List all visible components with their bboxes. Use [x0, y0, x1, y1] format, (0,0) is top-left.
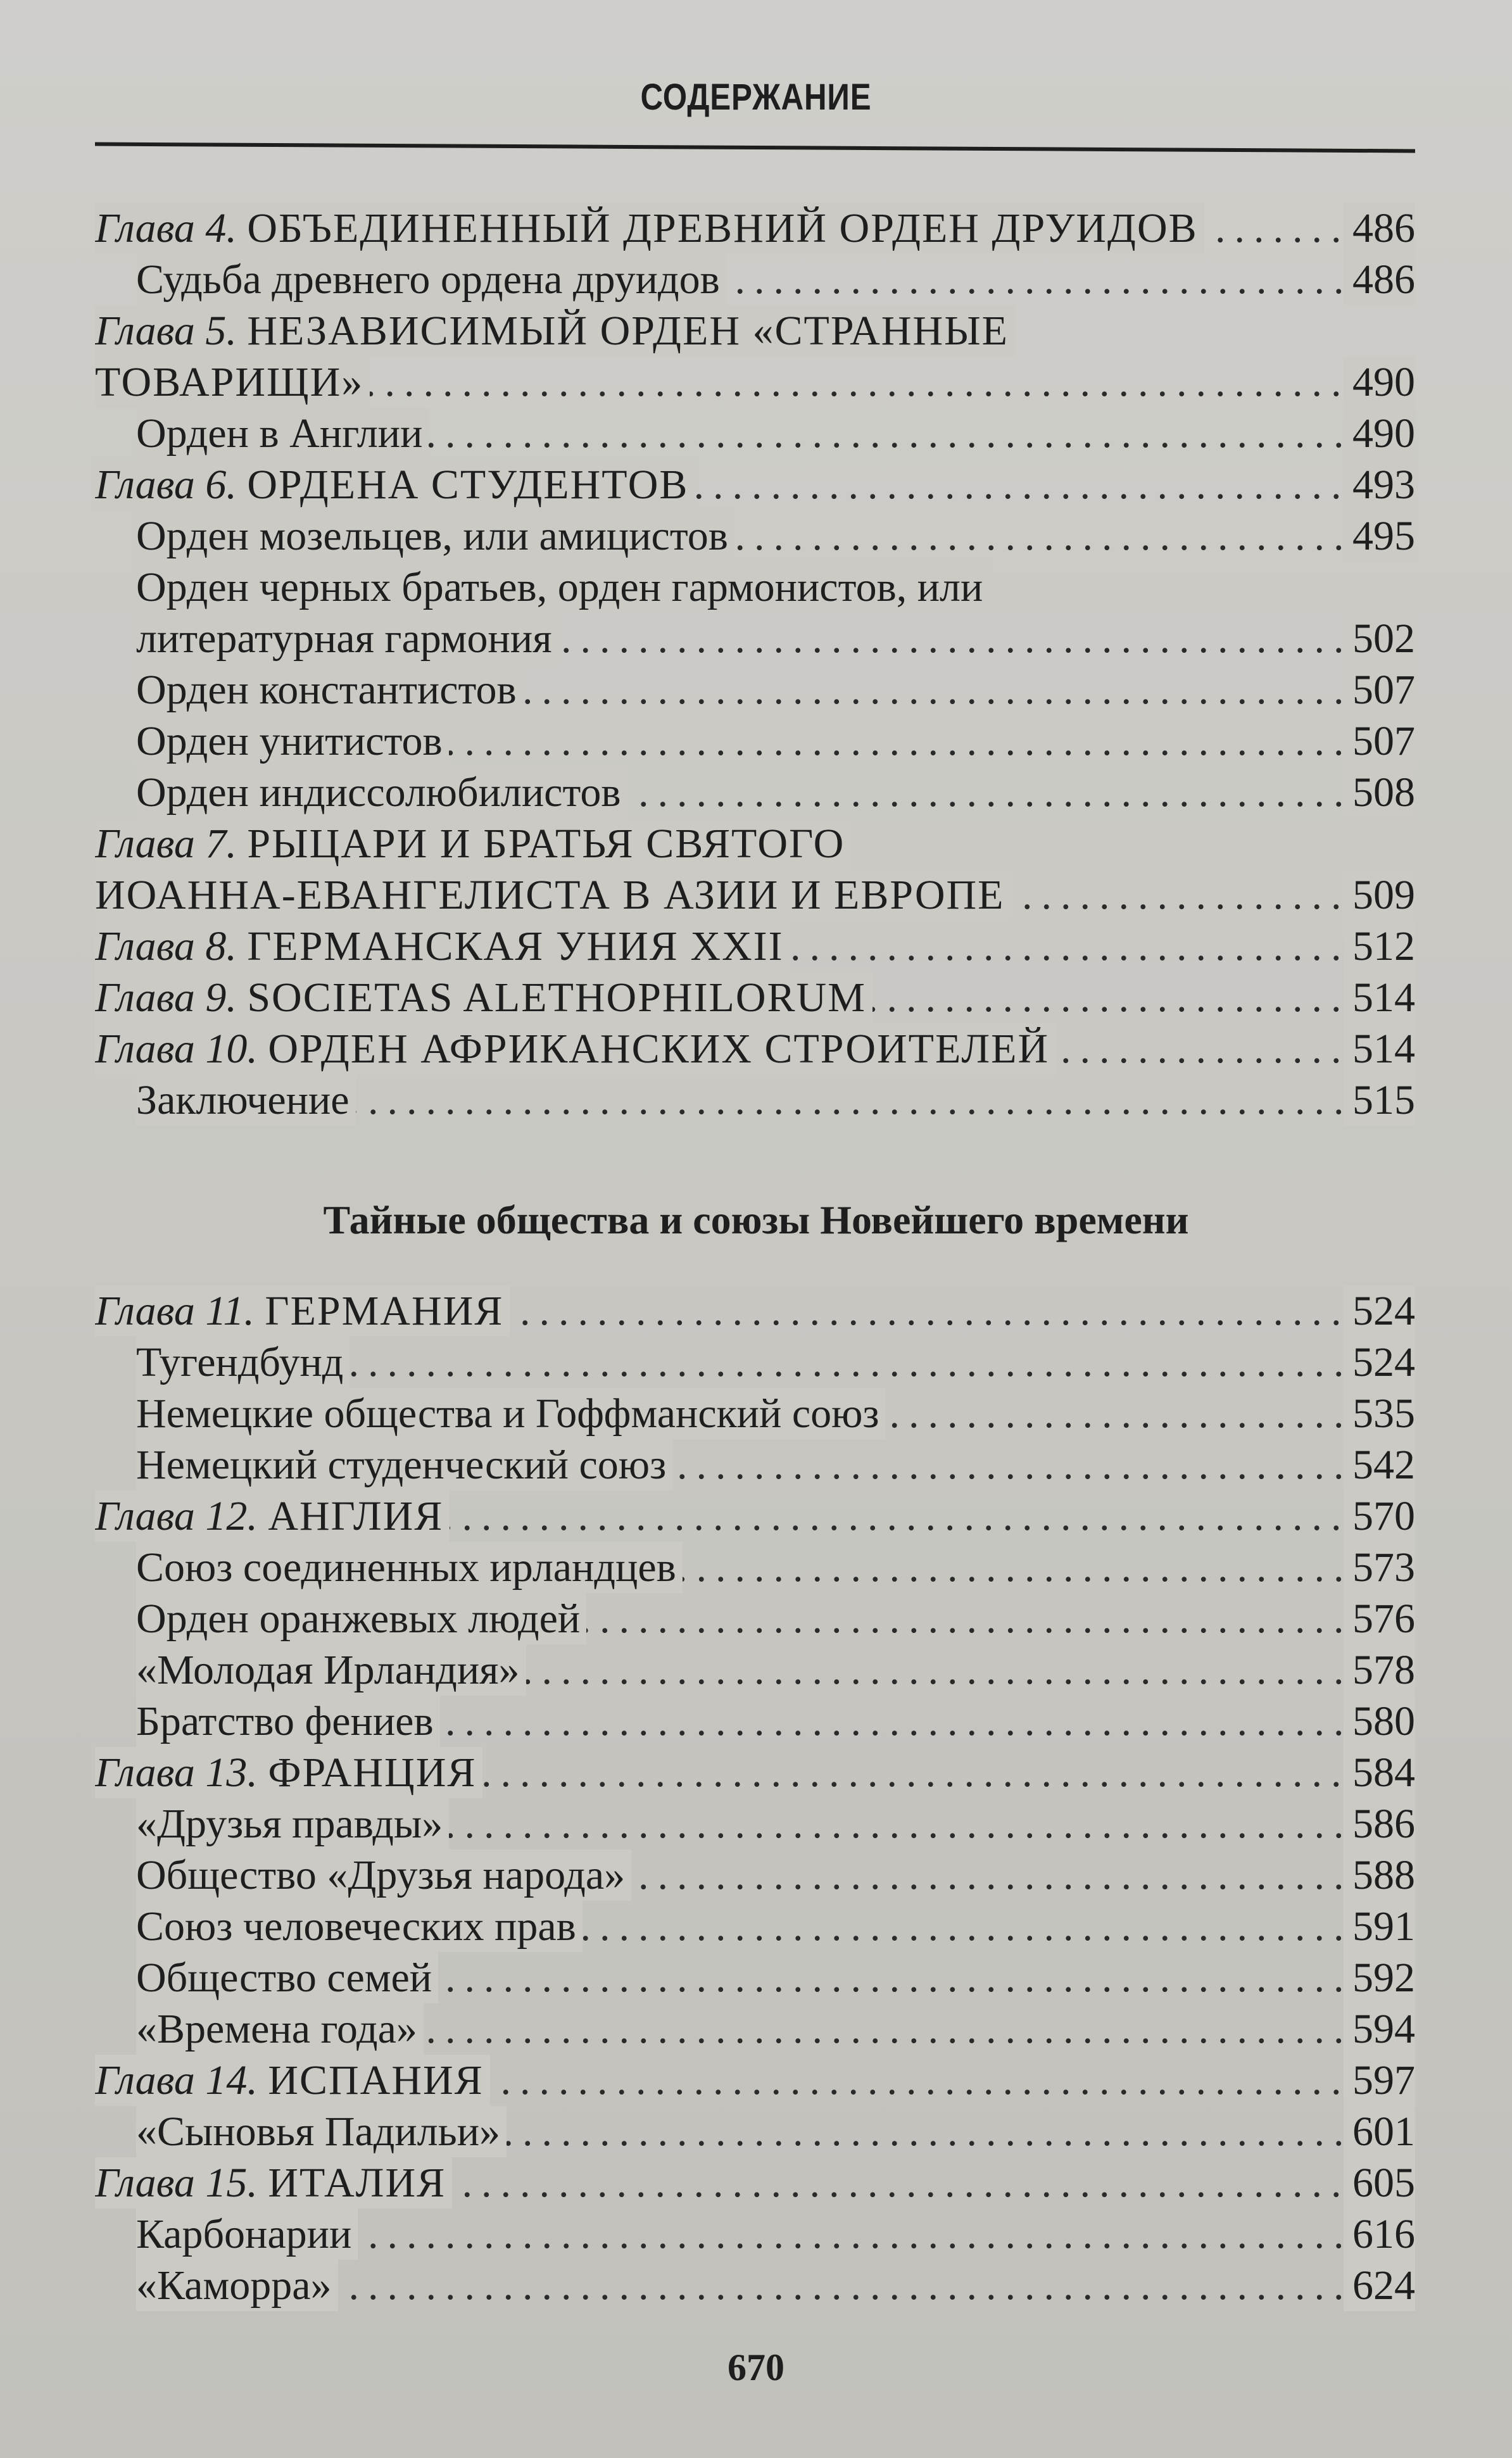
page-ref: 588 — [1344, 1850, 1415, 1901]
chapter-title: ОРДЕНА СТУДЕНТОВ — [247, 462, 689, 508]
page-ref: 507 — [1344, 715, 1415, 767]
toc-entry — [95, 1388, 1415, 1439]
toc-entry — [95, 1023, 1415, 1075]
page-ref: 592 — [1344, 1952, 1415, 2003]
section-entry-title: Немецкий студенческий союз — [136, 1439, 672, 1491]
chapter-heading — [95, 1023, 1055, 1075]
chapter-title: SOCIETAS ALETHOPHILORUM — [247, 974, 866, 1021]
chapter-title-continued: ИОАННА-ЕВАНГЕЛИСТА В АЗИИ И ЕВРОПЕ — [95, 869, 1011, 921]
toc-entry — [95, 1593, 1415, 1644]
toc-entry — [95, 203, 1415, 254]
chapter-heading — [95, 921, 790, 972]
page-ref: 601 — [1344, 2106, 1415, 2157]
header-rule — [95, 142, 1415, 153]
chapter-title: ИТАЛИЯ — [268, 2160, 446, 2206]
page-ref: 542 — [1344, 1439, 1415, 1491]
section-entry-title: Братство фениев — [136, 1696, 440, 1747]
chapter-heading — [95, 1491, 450, 1542]
toc-entry — [95, 2260, 1415, 2311]
page-ref: 515 — [1344, 1075, 1415, 1126]
toc-entry — [95, 1644, 1415, 1696]
toc-entry — [95, 1075, 1415, 1126]
chapter-title: НЕЗАВИСИМЫЙ ОРДЕН «СТРАННЫЕ — [247, 308, 1009, 354]
section-entry-title: Заключение — [136, 1075, 356, 1126]
section-entry-title: «Времена года» — [136, 2003, 424, 2055]
chapter-heading — [95, 818, 851, 869]
toc-entry — [95, 972, 1415, 1023]
chapter-heading — [95, 459, 695, 510]
toc-entry — [95, 459, 1415, 510]
section-entry-title: Союз человеческих прав — [136, 1901, 583, 1952]
page-ref: 493 — [1344, 459, 1415, 510]
chapter-title: ГЕРМАНСКАЯ УНИЯ XXII — [247, 923, 784, 969]
toc-entry — [95, 1542, 1415, 1593]
chapter-title: ОБЪЕДИНЕННЫЙ ДРЕВНИЙ ОРДЕН ДРУИДОВ — [247, 205, 1198, 251]
toc-entry — [95, 1439, 1415, 1491]
section-entry-title: Орден черных братьев, орден гармонистов, или — [136, 562, 989, 613]
chapter-title-continued: ТОВАРИЩИ» — [95, 356, 370, 408]
section-entry-title: Орден в Англии — [136, 408, 429, 459]
page-ref: 490 — [1344, 408, 1415, 459]
chapter-heading — [95, 1285, 510, 1337]
chapter-title: РЫЦАРИ И БРАТЬЯ СВЯТОГО — [247, 821, 845, 867]
chapter-label: Глава 8. — [95, 923, 237, 969]
section-entry-title: Карбонарии — [136, 2209, 358, 2260]
section-entry-title: «Каморра» — [136, 2260, 338, 2311]
chapter-heading — [95, 972, 873, 1023]
toc-part-2 — [95, 1285, 1415, 2311]
toc-entry — [95, 869, 1415, 921]
section-entry-title: Орден индиссолюбилистов — [136, 767, 627, 818]
section-entry-title: Союз соединенных ирландцев — [136, 1542, 683, 1593]
section-entry-title: Орден константистов — [136, 664, 523, 715]
toc-entry — [95, 305, 1415, 356]
toc-entry — [95, 1952, 1415, 2003]
chapter-label: Глава 15. — [95, 2160, 258, 2206]
page-ref: 584 — [1344, 1747, 1415, 1798]
section-entry-title: Немецкие общества и Гоффманский союз — [136, 1388, 886, 1439]
chapter-heading — [95, 203, 1204, 254]
page-ref: 570 — [1344, 1491, 1415, 1542]
page-ref: 605 — [1344, 2157, 1415, 2209]
page-ref: 514 — [1344, 972, 1415, 1023]
section-entry-title: Общество «Друзья народа» — [136, 1850, 631, 1901]
chapter-title: ФРАНЦИЯ — [268, 1749, 477, 1796]
toc-entry — [95, 562, 1415, 613]
toc-entry — [95, 1696, 1415, 1747]
toc-entry — [95, 715, 1415, 767]
toc-entry — [95, 2055, 1415, 2106]
section-entry-title: «Молодая Ирландия» — [136, 1644, 526, 1696]
page-ref: 514 — [1344, 1023, 1415, 1075]
toc-entry — [95, 2003, 1415, 2055]
page-ref: 495 — [1344, 510, 1415, 562]
chapter-label: Глава 4. — [95, 205, 237, 251]
chapter-label: Глава 13. — [95, 1749, 258, 1796]
page-ref: 580 — [1344, 1696, 1415, 1747]
section-entry-title: «Сыновья Падильи» — [136, 2106, 507, 2157]
page-ref: 486 — [1344, 203, 1415, 254]
toc-entry — [95, 510, 1415, 562]
chapter-label: Глава 7. — [95, 821, 237, 867]
toc-entry — [95, 664, 1415, 715]
toc-entry — [95, 1850, 1415, 1901]
chapter-label: Глава 14. — [95, 2057, 258, 2103]
toc-entry — [95, 1798, 1415, 1850]
chapter-label: Глава 5. — [95, 308, 237, 354]
chapter-label: Глава 9. — [95, 974, 237, 1021]
page-ref: 507 — [1344, 664, 1415, 715]
page-ref: 616 — [1344, 2209, 1415, 2260]
chapter-label: Глава 6. — [95, 462, 237, 508]
toc-entry — [95, 1901, 1415, 1952]
toc-entry — [95, 408, 1415, 459]
toc-entry — [95, 2209, 1415, 2260]
section-title: Тайные общества и союзы Новейшего времени — [323, 1197, 1189, 1242]
chapter-heading — [95, 305, 1015, 356]
section-entry-title: Судьба древнего ордена друидов — [136, 254, 726, 305]
toc-entry — [95, 921, 1415, 972]
page-ref: 524 — [1344, 1337, 1415, 1388]
chapter-title: ОРДЕН АФРИКАНСКИХ СТРОИТЕЛЕЙ — [268, 1026, 1050, 1072]
chapter-title: ГЕРМАНИЯ — [265, 1288, 504, 1334]
page-ref: 597 — [1344, 2055, 1415, 2106]
chapter-label: Глава 12. — [95, 1493, 258, 1539]
chapter-title: АНГЛИЯ — [268, 1493, 444, 1539]
toc-entry — [95, 613, 1415, 664]
page-number: 670 — [728, 2347, 784, 2388]
chapter-title: ИСПАНИЯ — [268, 2057, 484, 2103]
toc-entry — [95, 356, 1415, 408]
page-ref: 624 — [1344, 2260, 1415, 2311]
toc-entry — [95, 1747, 1415, 1798]
running-header: СОДЕРЖАНИЕ — [640, 77, 872, 118]
chapter-label: Глава 11. — [95, 1288, 255, 1334]
toc-entry — [95, 818, 1415, 869]
page-ref: 508 — [1344, 767, 1415, 818]
section-entry-title: «Друзья правды» — [136, 1798, 449, 1850]
chapter-heading — [95, 2055, 490, 2106]
page-ref: 490 — [1344, 356, 1415, 408]
page-ref: 586 — [1344, 1798, 1415, 1850]
page-ref: 509 — [1344, 869, 1415, 921]
page-ref: 576 — [1344, 1593, 1415, 1644]
toc-entry — [95, 1285, 1415, 1337]
chapter-heading — [95, 2157, 452, 2209]
page-ref: 591 — [1344, 1901, 1415, 1952]
page-ref: 502 — [1344, 613, 1415, 664]
toc-entry — [95, 1337, 1415, 1388]
page-ref: 578 — [1344, 1644, 1415, 1696]
toc-entry — [95, 254, 1415, 305]
page-ref: 512 — [1344, 921, 1415, 972]
toc-part-1 — [95, 203, 1415, 1126]
section-entry-title: Орден мозельцев, или амицистов — [136, 510, 734, 562]
section-entry-title: Тугендбунд — [136, 1337, 350, 1388]
section-entry-title: литературная гармония — [136, 613, 558, 664]
page-ref: 573 — [1344, 1542, 1415, 1593]
section-entry-title: Общество семей — [136, 1952, 438, 2003]
toc-entry — [95, 2106, 1415, 2157]
page-ref: 594 — [1344, 2003, 1415, 2055]
page-ref: 486 — [1344, 254, 1415, 305]
chapter-label: Глава 10. — [95, 1026, 258, 1072]
toc-entry — [95, 1491, 1415, 1542]
page-ref: 535 — [1344, 1388, 1415, 1439]
chapter-heading — [95, 1747, 482, 1798]
section-entry-title: Орден оранжевых людей — [136, 1593, 586, 1644]
toc-entry — [95, 767, 1415, 818]
toc-entry — [95, 2157, 1415, 2209]
section-entry-title: Орден унитистов — [136, 715, 449, 767]
page-ref: 524 — [1344, 1285, 1415, 1337]
